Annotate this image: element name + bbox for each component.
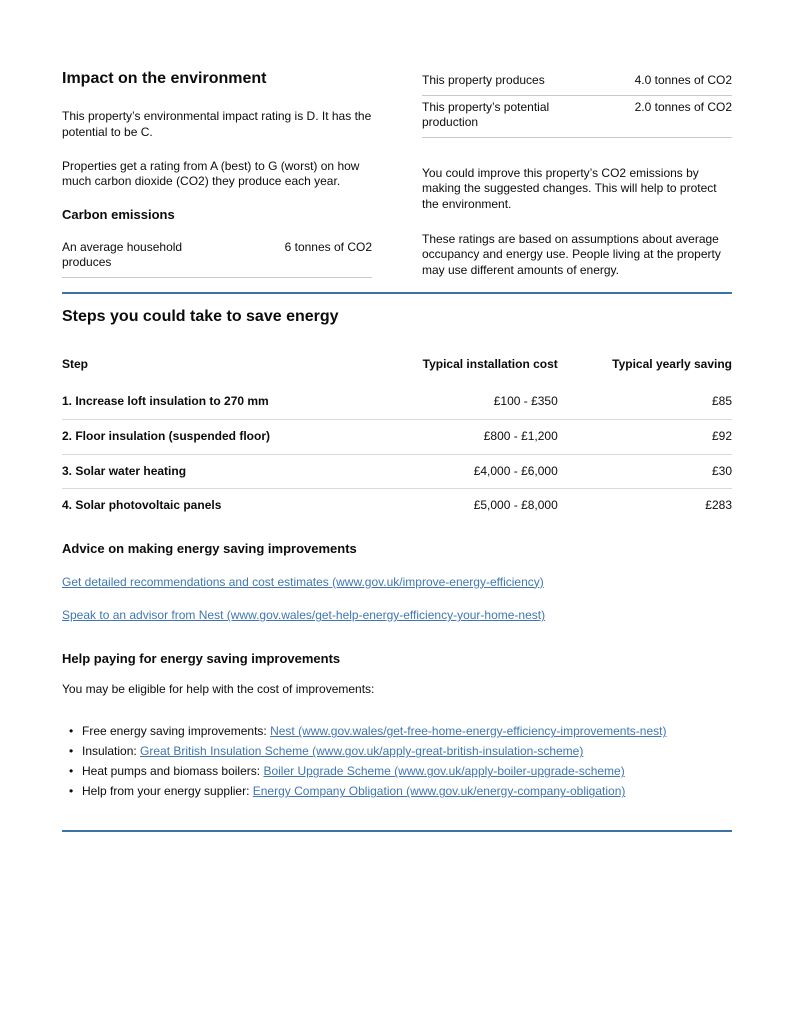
boiler-upgrade-scheme-link[interactable]: Boiler Upgrade Scheme (www.gov.uk/apply-boiler-upgrade-scheme) — [263, 764, 625, 779]
cost-cell: £4,000 - £6,000 — [473, 463, 558, 478]
table-row — [62, 419, 732, 454]
header-step: Step — [62, 356, 89, 371]
recommendations-link[interactable]: Get detailed recommendations and cost estimates (www.gov.uk/improve-energy-efficiency) — [62, 574, 544, 589]
list-item — [62, 721, 732, 741]
improve-emissions-paragraph: You could improve this property’s CO2 emissions by making the suggested changes. This will help to protect the environment. — [422, 165, 717, 211]
saving-cell: £85 — [711, 394, 732, 409]
nest-advisor-link[interactable]: Speak to an advisor from Nest (www.gov.wales/get-help-energy-efficiency-your-home-nest) — [62, 608, 546, 623]
item-prefix: Help from your energy supplier: — [82, 784, 253, 799]
advice-section — [62, 542, 732, 624]
table-row — [422, 95, 732, 137]
saving-cell: £30 — [711, 463, 732, 478]
help-heading: Help paying for energy saving improvements — [62, 650, 341, 666]
save-energy-steps-section — [62, 308, 732, 522]
table-row — [62, 240, 372, 278]
table-row — [62, 385, 732, 419]
saving-cell: £283 — [705, 498, 732, 513]
impact-right-column — [422, 70, 732, 278]
average-household-value: 6 tonnes of CO2 — [233, 240, 373, 278]
steps-heading: Steps you could take to save energy — [62, 308, 339, 326]
header-cost: Typical installation cost — [422, 356, 558, 371]
help-paying-section — [62, 652, 732, 802]
insulation-scheme-link[interactable]: Great British Insulation Scheme (www.gov.uk/apply-great-british-insulation-scheme) — [140, 744, 584, 759]
step-cell: 1. Increase loft insulation to 270 mm — [62, 394, 269, 409]
potential-production-value: 2.0 tonnes of CO2 — [593, 95, 733, 137]
section-divider — [62, 292, 732, 294]
list-item — [62, 741, 732, 761]
nest-free-improvements-link[interactable]: Nest (www.gov.wales/get-free-home-energy-efficiency-improvements-nest) — [270, 724, 667, 739]
saving-cell: £92 — [711, 428, 732, 443]
table-row — [62, 454, 732, 489]
energy-company-obligation-link[interactable]: Energy Company Obligation (www.gov.uk/energy-company-obligation) — [252, 784, 626, 799]
steps-table — [62, 357, 732, 523]
advice-heading: Advice on making energy saving improvements — [62, 540, 357, 556]
step-cell: 2. Floor insulation (suspended floor) — [62, 428, 271, 443]
help-intro: You may be eligible for help with the cost of improvements: — [62, 681, 375, 696]
carbon-emissions-heading: Carbon emissions — [62, 206, 175, 222]
item-prefix: Insulation: — [82, 744, 141, 759]
list-item — [62, 781, 732, 801]
ratings-assumptions-paragraph: These ratings are based on assumptions about average occupancy and energy use. People living at the property may use different amounts of energy. — [422, 231, 721, 277]
help-list — [62, 721, 732, 801]
section-divider — [62, 830, 732, 832]
property-produces-value: 4.0 tonnes of CO2 — [593, 73, 733, 95]
environment-impact-section — [62, 70, 732, 278]
impact-rating-paragraph: This property’s environmental impact rating is D. It has the potential to be C. — [62, 109, 372, 139]
table-header-row — [62, 357, 732, 386]
step-cell: 3. Solar water heating — [62, 463, 187, 478]
item-prefix: Heat pumps and biomass boilers: — [82, 764, 264, 779]
property-produces-label: This property produces — [422, 73, 593, 95]
impact-left-column — [62, 70, 372, 278]
cost-cell: £100 - £350 — [493, 394, 558, 409]
list-item — [62, 761, 732, 781]
potential-production-label: This property’s potential production — [422, 95, 593, 137]
property-co2-table — [422, 73, 732, 138]
step-cell: 4. Solar photovoltaic panels — [62, 498, 222, 513]
cost-cell: £800 - £1,200 — [483, 428, 558, 443]
table-row — [422, 73, 732, 95]
table-row — [62, 489, 732, 523]
header-saving: Typical yearly saving — [612, 356, 732, 371]
cost-cell: £5,000 - £8,000 — [473, 498, 558, 513]
average-household-label: An average household produces — [62, 240, 233, 278]
average-household-table — [62, 240, 372, 278]
item-prefix: Free energy saving improvements: — [82, 724, 271, 739]
impact-heading: Impact on the environment — [62, 70, 267, 87]
rating-scale-paragraph: Properties get a rating from A (best) to G (worst) on how much carbon dioxide (CO2) they produce each year. — [62, 158, 360, 189]
